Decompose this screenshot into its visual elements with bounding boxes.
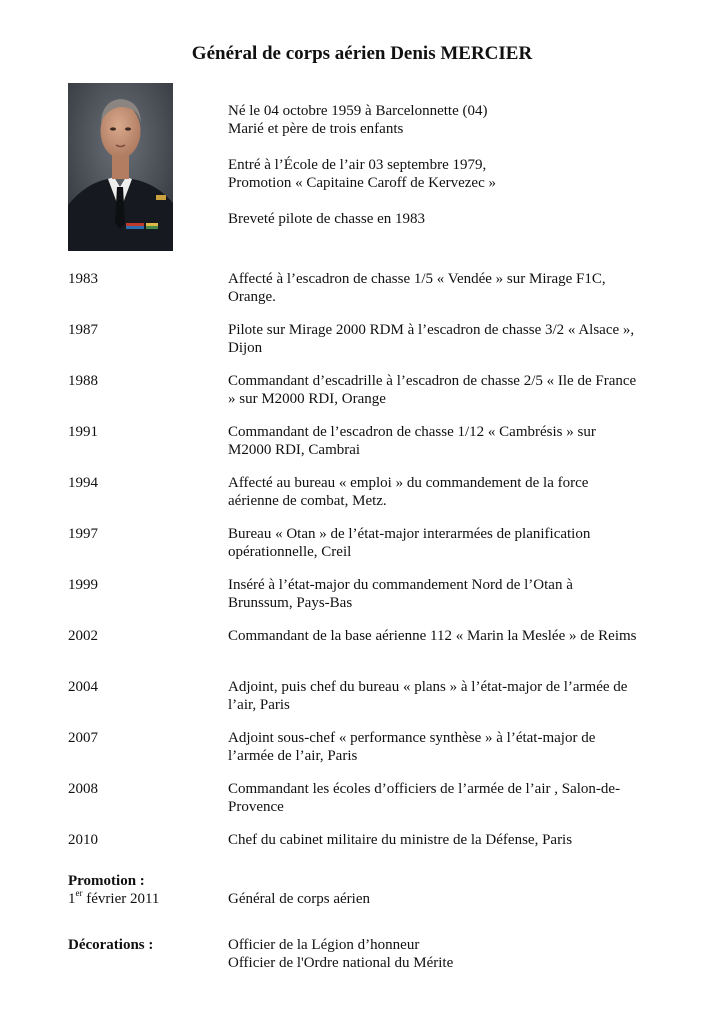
promotion-rank: Général de corps aérien xyxy=(228,891,371,907)
school-entry-line: Entré à l’École de l’air 03 septembre 1979, xyxy=(228,157,487,173)
career-description: Affecté à l’escadron de chasse 1/5 « Vendée » sur Mirage F1C, Orange. xyxy=(228,271,606,305)
decoration-item: Officier de la Légion d’honneur xyxy=(228,937,420,953)
career-description: Commandant de la base aérienne 112 « Marin la Meslée » de Reims xyxy=(228,628,637,644)
pilot-license-line: Breveté pilote de chasse en 1983 xyxy=(228,211,426,227)
decorations-heading: Décorations : xyxy=(68,937,154,953)
portrait-photo xyxy=(68,83,173,251)
career-entry xyxy=(68,321,668,372)
birth-line: Né le 04 octobre 1959 à Barcelonnette (04) xyxy=(228,103,488,119)
career-entry xyxy=(68,423,668,474)
decorations-list xyxy=(228,936,648,972)
career-year: 2004 xyxy=(68,679,98,695)
school-promotion-line: Promotion « Capitaine Caroff de Kervezec » xyxy=(228,175,496,191)
career-year: 1999 xyxy=(68,577,98,593)
career-year: 2008 xyxy=(68,781,98,797)
career-year: 1991 xyxy=(68,424,98,440)
promotion-day-suffix: er xyxy=(75,888,83,898)
promotion-date xyxy=(68,890,159,908)
promotion-heading: Promotion : xyxy=(68,873,145,889)
career-timeline xyxy=(68,270,668,882)
promotion-entry xyxy=(68,890,668,908)
career-year: 1983 xyxy=(68,271,98,287)
career-description: Adjoint sous-chef « performance synthèse » à l’état-major de l’armée de l’air, Paris xyxy=(228,730,596,764)
pilot-info xyxy=(228,210,658,228)
school-info xyxy=(228,156,658,192)
career-description: Affecté au bureau « emploi » du commandement de la force aérienne de combat, Metz. xyxy=(228,475,589,509)
family-line: Marié et père de trois enfants xyxy=(228,121,404,137)
promotion-month-year: février 2011 xyxy=(82,891,160,907)
career-entry xyxy=(68,474,668,525)
career-entry xyxy=(68,525,668,576)
career-description: Commandant les écoles d’officiers de l’armée de l’air , Salon-de-Provence xyxy=(228,781,621,815)
career-year: 1988 xyxy=(68,373,98,389)
career-entry xyxy=(68,678,668,729)
career-year: 2002 xyxy=(68,628,98,644)
career-description: Bureau « Otan » de l’état-major interarmées de planification opérationnelle, Creil xyxy=(228,526,591,560)
career-entry xyxy=(68,372,668,423)
career-entry xyxy=(68,780,668,831)
career-year: 1987 xyxy=(68,322,98,338)
promotion-day: 1 xyxy=(68,891,76,907)
career-description: Inséré à l’état-major du commandement Nord de l’Otan à Brunssum, Pays-Bas xyxy=(228,577,573,611)
career-description: Commandant de l’escadron de chasse 1/12 « Cambrésis » sur M2000 RDI, Cambrai xyxy=(228,424,596,458)
biography-intro xyxy=(228,102,658,246)
career-entry xyxy=(68,627,668,678)
promotion-section xyxy=(68,872,668,908)
career-year: 2010 xyxy=(68,832,98,848)
career-description: Adjoint, puis chef du bureau « plans » à l’état-major de l’armée de l’air, Paris xyxy=(228,679,628,713)
career-description: Commandant d’escadrille à l’escadron de chasse 2/5 « Ile de France » sur M2000 RDI, Orange xyxy=(228,373,637,407)
career-entry xyxy=(68,270,668,321)
page-title: Général de corps aérien Denis MERCIER xyxy=(191,43,533,64)
career-description: Chef du cabinet militaire du ministre de la Défense, Paris xyxy=(228,832,573,848)
career-description: Pilote sur Mirage 2000 RDM à l’escadron de chasse 3/2 « Alsace », Dijon xyxy=(228,322,635,356)
career-year: 2007 xyxy=(68,730,98,746)
birth-info xyxy=(228,102,658,138)
career-year: 1997 xyxy=(68,526,98,542)
career-entry xyxy=(68,729,668,780)
career-entry xyxy=(68,576,668,627)
career-year: 1994 xyxy=(68,475,98,491)
decoration-item: Officier de l'Ordre national du Mérite xyxy=(228,955,454,971)
